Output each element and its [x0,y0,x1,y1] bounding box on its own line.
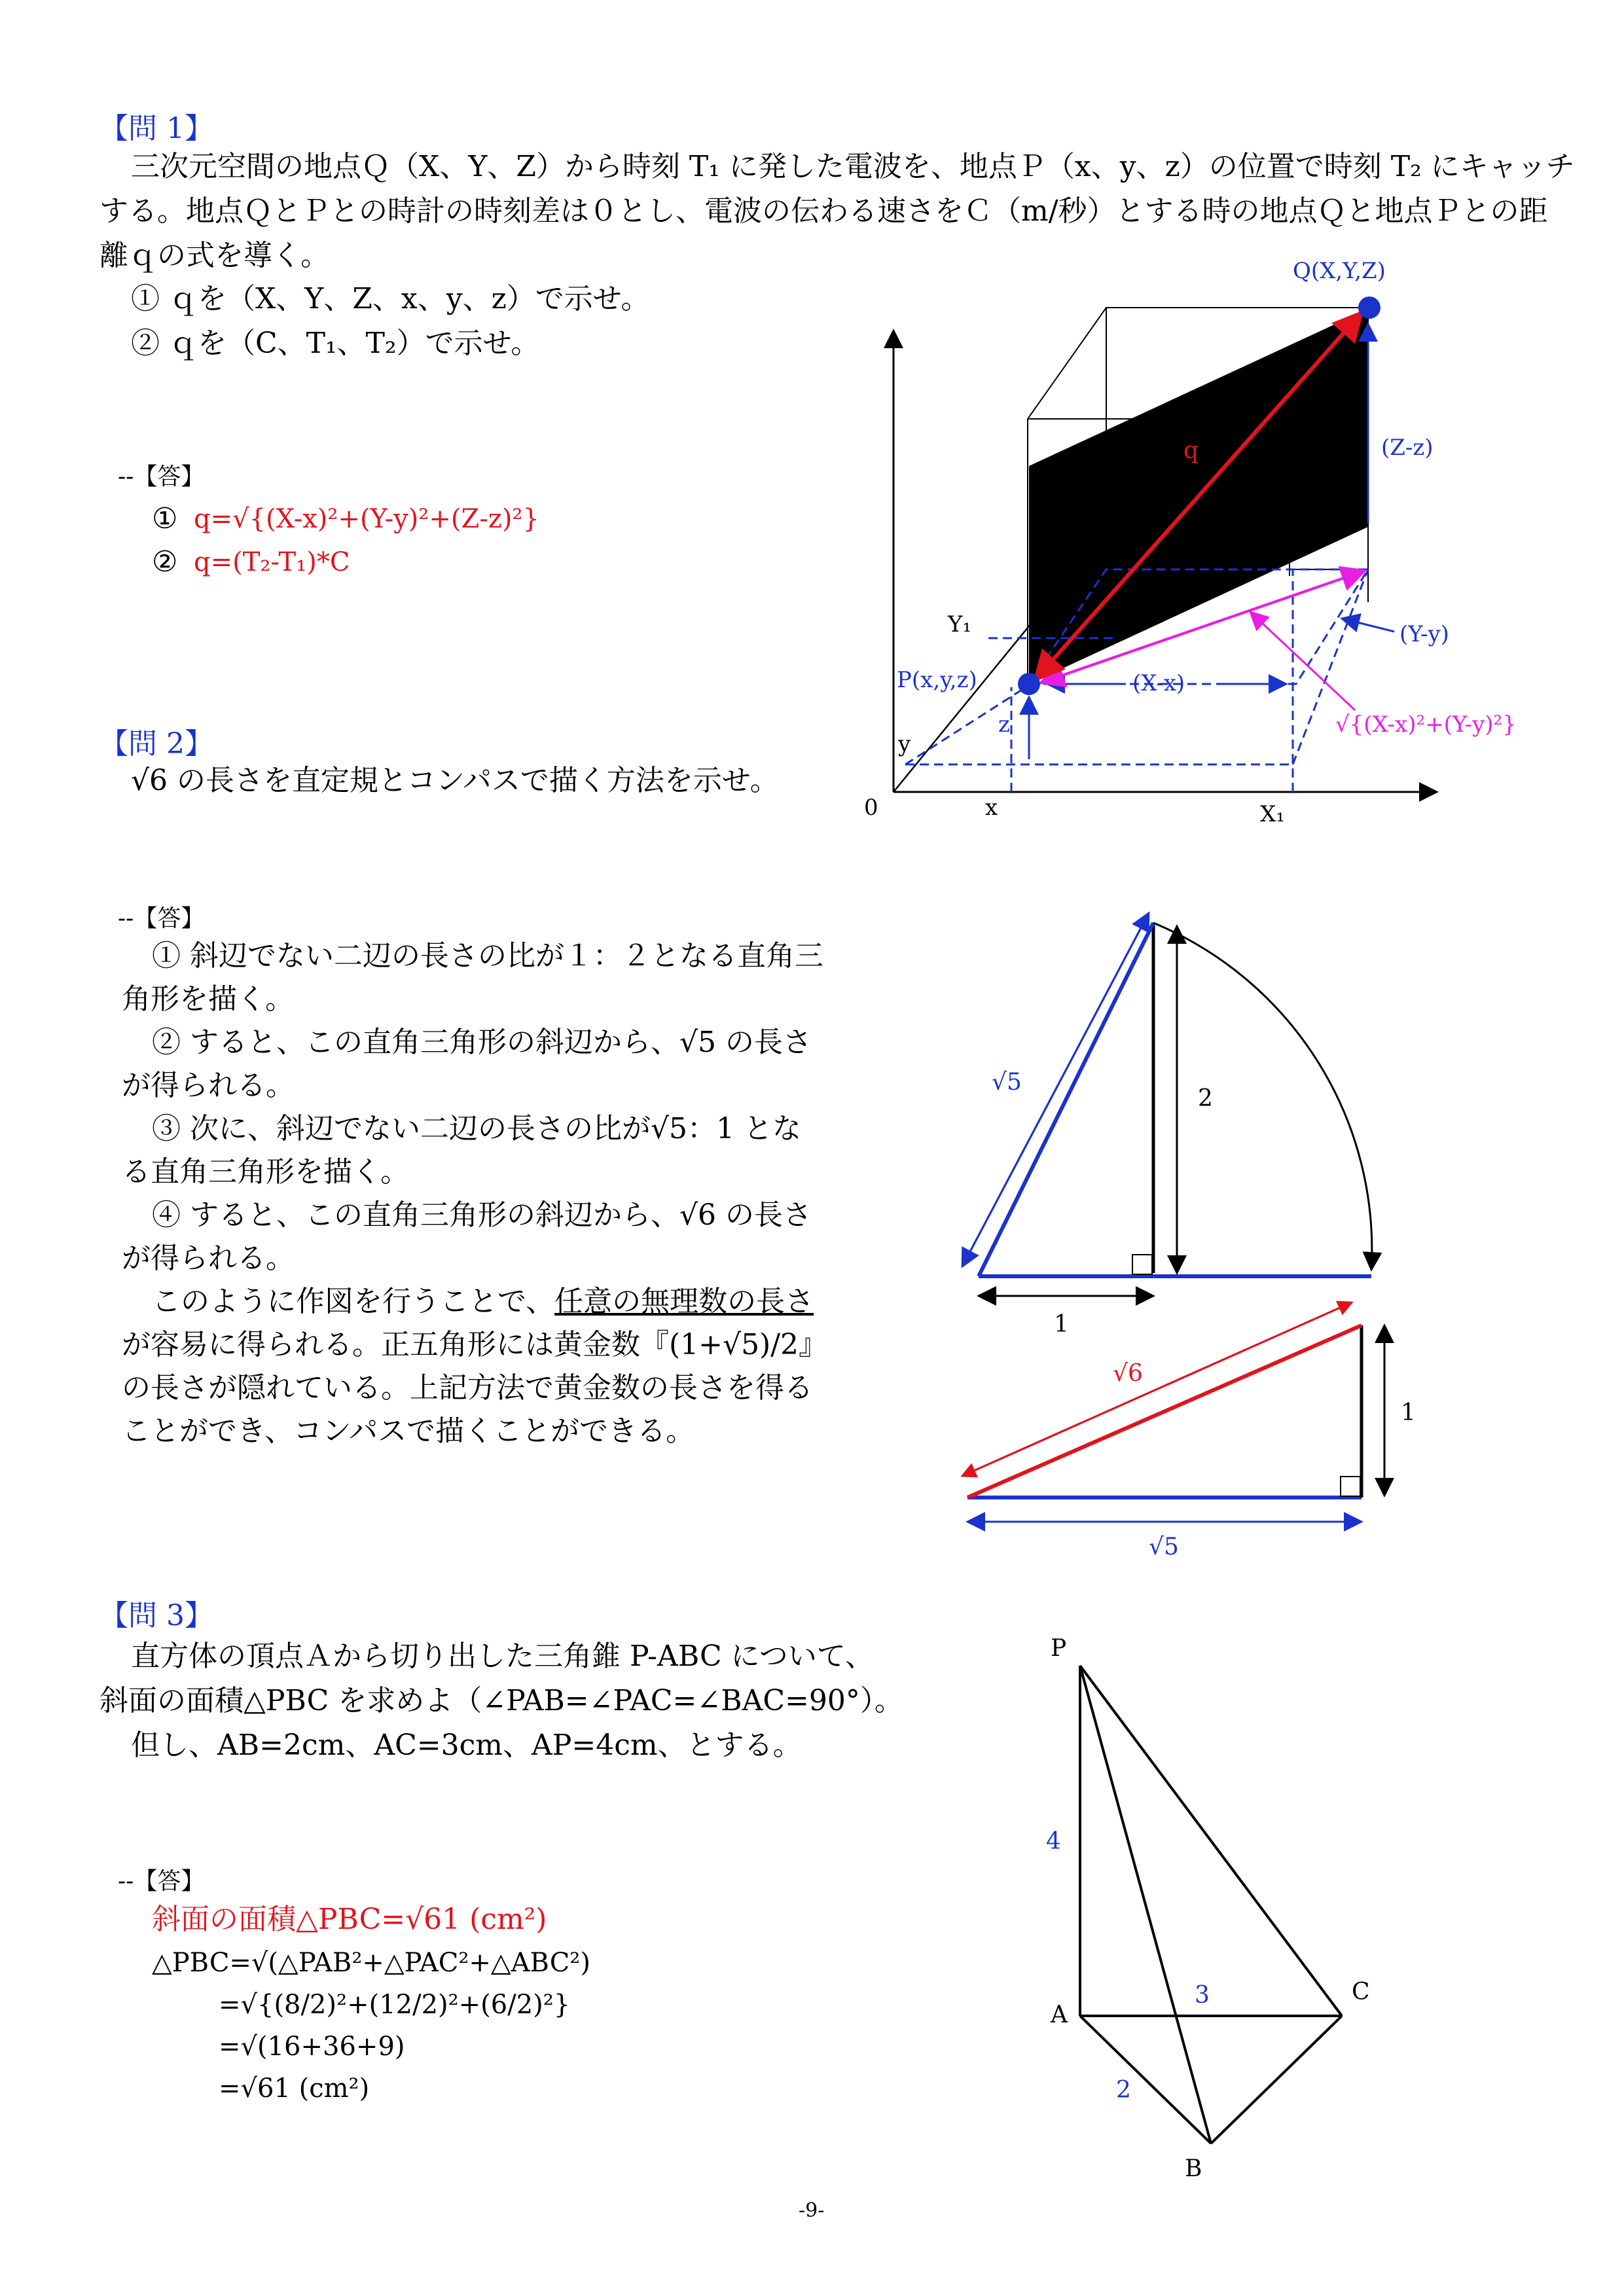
label-q: q [1183,437,1199,464]
q1-heading: 【問 1】 [99,112,213,145]
label-Zz: (Z-z) [1381,435,1434,461]
label-z: z [998,711,1010,738]
q1-para-line1: 三次元空間の地点Ｑ（X、Y、Z）から時刻 T₁ に発した電波を、地点Ｐ（x、y、z）の位置で時刻 T₂ にキャッチ [131,150,1575,183]
label-Y1: Y₁ [948,611,972,637]
label-sqrt6: √6 [1113,1360,1143,1387]
diagonal-pointer [1250,612,1355,710]
q3-line2: 斜面の面積△PBC を求めよ（∠PAB=∠PAC=∠BAC=90°）。 [99,1684,903,1717]
tri1-hypotenuse [979,923,1153,1276]
vertex-P: P [1051,1635,1067,1662]
q2-step3-line2: る直角三角形を描く。 [122,1155,410,1189]
q2-step4-line1: ④ すると、この直角三角形の斜辺から、√6 の長さ [152,1198,812,1232]
tri1-right-angle [1132,1255,1152,1274]
q1-item1: ① ｑを（X、Y、Z、x、y、z）で示せ。 [131,282,650,315]
point-P [1018,673,1040,695]
q3-work-line1: △PBC=√(△PAB²+△PAC²+△ABC²) [152,1948,590,1978]
q1-3d-figure [864,258,1517,827]
label-one: 1 [1054,1311,1069,1338]
label-two: 2 [1198,1085,1213,1112]
vertex-C: C [1352,1979,1370,2005]
label-sqrt5: √5 [992,1069,1022,1096]
q3-work-line2: =√{(8/2)²+(12/2)²+(6/2)²} [219,1990,571,2020]
tri2-right-angle [1341,1477,1360,1496]
q2-answer-heading: --【答】 [118,905,205,932]
sqrt6-dim-arrow-back [962,1302,1352,1476]
q2-conclusion-line3: の長さが隠れている。上記方法で黄金数の長さを得る [122,1371,813,1405]
label-P: P(x,y,z) [897,667,977,693]
edge-AB [1080,2016,1211,2144]
q3-line3: 但し、AB=2cm、AC=3cm、AP=4cm、とする。 [131,1729,802,1762]
label-AC-3: 3 [1195,1982,1210,2009]
label-O: 0 [864,795,878,821]
page-number: -9- [799,2199,825,2222]
sqrt5-dim-arrow-back [962,913,1149,1266]
edge-PB [1080,1666,1211,2144]
edge-BC [1211,2016,1342,2144]
q2-conclusion-text: このように作図を行うことで、 [152,1285,555,1318]
q1-answer2: q=(T₂-T₁)*C [194,547,350,577]
q2-conclusion-line4: ことができ、コンパスで描くことができる。 [122,1414,695,1448]
q3-figure [1046,1635,1370,2182]
q3-answer-heading: --【答】 [118,1868,205,1895]
vertex-B: B [1185,2155,1202,2182]
vertex-A: A [1051,2001,1068,2028]
base-dashed [905,684,1031,764]
q1-para-line2: する。地点ＱとＰとの時計の時刻差は０とし、電波の伝わる速さをＣ（m/秒）とする時の地点Ｑと地点Ｐとの距 [99,194,1548,228]
q3-work-line3: =√(16+36+9) [219,2032,405,2062]
label-y: y [898,731,911,757]
label-one-b: 1 [1401,1399,1416,1426]
point-Q [1358,296,1380,319]
q2-step2-line1: ② すると、この直角三角形の斜辺から、√5 の長さ [152,1026,812,1059]
label-Xx: (X-x) [1132,670,1185,696]
q2-step4-line2: が得られる。 [122,1242,295,1275]
label-sqrt5-b: √5 [1149,1534,1179,1560]
q1-answer-heading: --【答】 [118,463,205,490]
label-AP-4: 4 [1046,1828,1061,1855]
q1-answer1-number: ① [152,502,178,535]
q3-heading: 【問 3】 [99,1599,213,1632]
label-Yy: (Y-y) [1399,621,1449,647]
edge-PC [1080,1666,1342,2016]
q1-answer2-number: ② [152,545,178,579]
q1-answer1: q=√{(X-x)²+(Y-y)²+(Z-z)²} [194,504,539,534]
label-x: x [985,795,998,821]
label-AB-2: 2 [1116,2077,1131,2104]
q2-question: √6 の長さを直定規とコンパスで描く方法を示せ。 [131,764,779,797]
q2-step2-line2: が得られる。 [122,1069,295,1102]
q3-line1: 直方体の頂点Ａから切り出した三角錐 P-ABC について、 [131,1640,874,1673]
q3-result: 斜面の面積△PBC=√61 (cm²) [152,1903,547,1936]
compass-arc [1153,923,1372,1270]
q2-conclusion-line2: が容易に得られる。正五角形には黄金数『(1+√5)/2』 [122,1328,828,1361]
q2-heading: 【問 2】 [99,727,213,761]
label-Q: Q(X,Y,Z) [1293,258,1386,284]
q1-item2: ② ｑを（C、T₁、T₂）で示せ。 [131,327,540,360]
q2-figure [962,913,1416,1560]
tri2-hypotenuse [967,1325,1362,1498]
q2-conclusion-underlined: 任意の無理数の長さ [554,1285,814,1318]
label-X1: X₁ [1260,801,1285,827]
q3-work-line4: =√61 (cm²) [219,2073,370,2104]
label-diagonal: √{(X-x)²+(Y-y)²} [1335,711,1517,738]
q2-step3-line1: ③ 次に、斜辺でない二辺の長さの比が√5：1 とな [152,1112,801,1145]
Yy-arrow [1342,619,1394,632]
q2-step1-line1: ① 斜辺でない二辺の長さの比が１：２となる直角三 [152,939,823,973]
q2-step1-line2: 角形を描く。 [122,982,295,1016]
q1-para-line3: 離ｑの式を導く。 [99,239,330,272]
